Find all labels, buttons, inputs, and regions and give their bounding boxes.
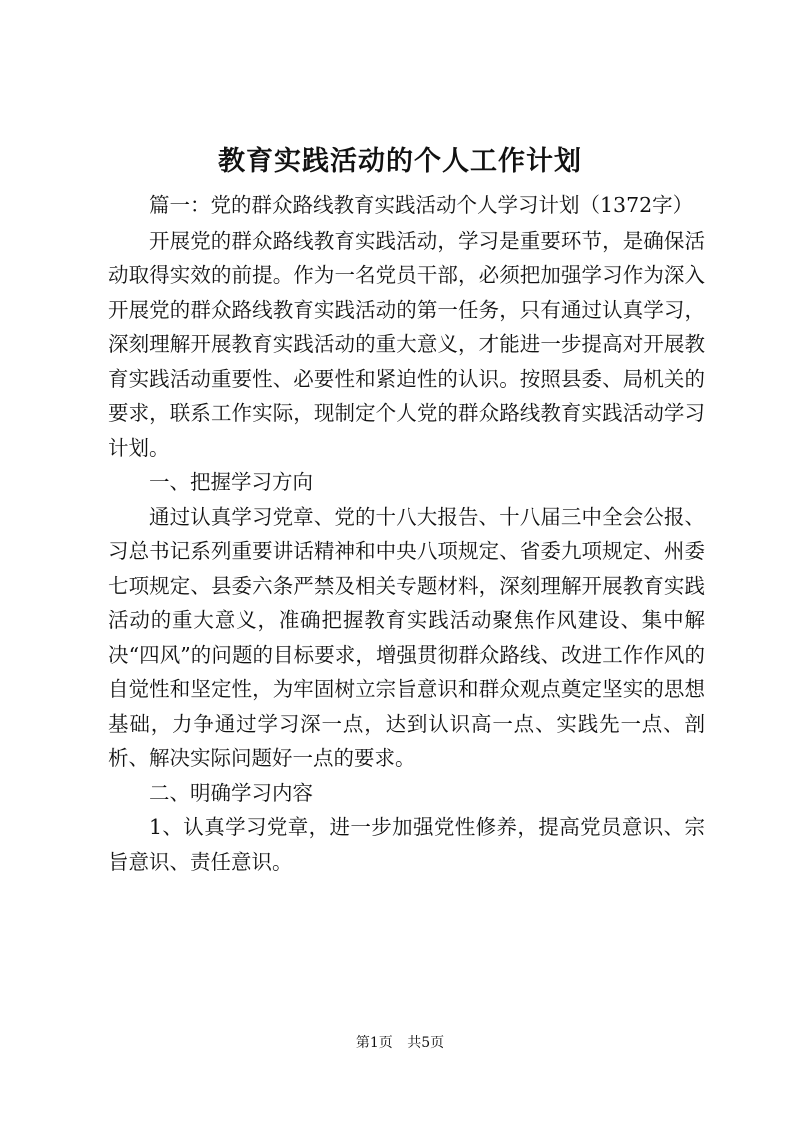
- page-number: 第1页: [355, 1035, 393, 1051]
- section-heading-1: 一、把握学习方向: [149, 470, 313, 494]
- list-item-1: 1、认真学习党章，进一步加强党性修养，提高党员意识、宗旨意识、责任意识。: [108, 815, 705, 874]
- section-heading-2: 二、明确学习内容: [149, 780, 313, 805]
- document-title: 教育实践活动的个人工作计划: [218, 146, 582, 177]
- section-subtitle: 篇一：党的群众路线教育实践活动个人学习计划（1372字）: [149, 193, 694, 217]
- section-paragraph-1: 通过认真学习党章、党的十八大报告、十八届三中全会公报、习总书记系列重要讲话精神和中央八项规定、省委九项规定、州委七项规定、县委六条严禁及相关专题材料，深刻理解开展教育实践活动的重大意义，准确把握教育实践活动聚焦作风建设、集中解决“四风”的问题的目标要求，增强贯彻群众路线、改进工作作风的自觉性和坚定性，为牢固树立宗旨意识和群众观点奠定坚实的思想基础，力争通过学习深一点，达到认识高一点、实践先一点、剖析、解决实际问题好一点的要求。: [108, 504, 705, 770]
- total-pages: 共5页: [407, 1035, 445, 1051]
- intro-paragraph: 开展党的群众路线教育实践活动，学习是重要环节，是确保活动取得实效的前提。作为一名党员干部，必须把加强学习作为深入开展党的群众路线教育实践活动的第一任务，只有通过认真学习，深刻理解开展教育实践活动的重大意义，才能进一步提高对开展教育实践活动重要性、必要性和紧迫性的认识。按照县委、局机关的要求，联系工作实际，现制定个人党的群众路线教育实践活动学习计划。: [108, 228, 705, 460]
- document-body: [108, 188, 705, 879]
- page-footer: [0, 1033, 800, 1053]
